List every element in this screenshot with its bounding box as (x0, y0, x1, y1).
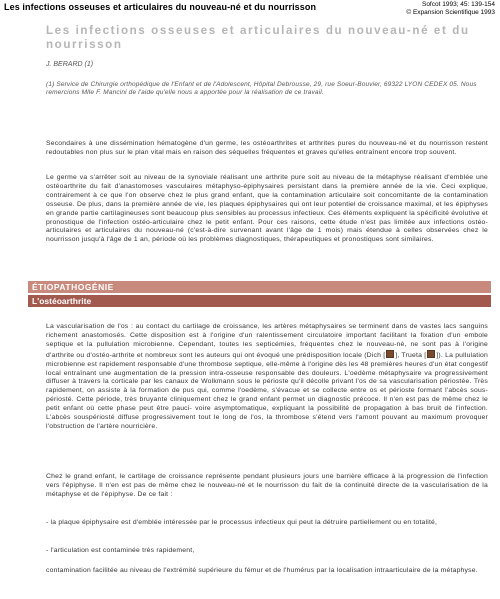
intro-paragraph: Le germe va s'arrêter soit au niveau de la synoviale réalisant une arthrite pure soit au niveau de la métaphyse réalisant d'emblée une ostéoarthrite du fait d'anastomoses vasculaires métaphyso-épiphysaires persistant dans la première année de la vie. Ceci explique, contrairement à ce que l'on observe chez le plus grand enfant, que la contamination articulaire soit concomitante de la contamination osseuse. De plus, dans la première année de vie, les plaques épiphysaires qui ont leur potentiel de croissance maximal, et les épiphyses en grande partie cartilagineuses sont beaucoup plus sensibles au processus infectieux. Ces éléments expliquent la spécificité évolutive et pronostique de l'infection ostéo-articulaire chez le petit enfant. Pour ces raisons, cette étude n'est pas limitée aux infections ostéo-articulaires et articulaires du nouveau-né (c'est-à-dire survenant avant l'âge de 1 mois) mais étendue à celles observées chez le nourrisson jusqu'à l'âge de 1 an, période où les problèmes diagnostiques, thérapeutiques et pronostiques sont similaires. (46, 174, 488, 244)
contamination-paragraph: contamination facilitée au niveau de l'extrémité supérieure du fémur et de l'humérus par la localisation intraarticulaire de la métaphyse. (46, 567, 478, 574)
section-heading: ÉTIOPATHOGÉNIE (28, 281, 491, 293)
journal-citation: Sofcot 1993; 45: 139-154 (421, 1, 495, 8)
grand-enfant-paragraph: Chez le grand enfant, le cartilage de croissance représente pendant plusieurs jours une barrière efficace à la progression de l'infection vers l'épiphyse. Il n'en est pas de même chez le nouveau-né et le nourrisson du fait de la continuité directe de la vascularisation de la métaphyse et de l'épiphyse. De ce fait : (46, 473, 488, 498)
list-item: - la plaque épiphysaire est d'emblée intéressée par le processus infectieux qui peut la détruire partiellement ou en totalité, (46, 519, 438, 526)
article-title: Les infections osseuses et articulaires du nouveau-né et du nourrisson (46, 24, 470, 51)
list-item: - l'articulation est contaminée très rapidement, (46, 547, 195, 554)
reference-icon-trueta[interactable] (427, 350, 435, 358)
vasc-text-part2: ], Trueta [ (395, 351, 427, 359)
journal-meta (375, 1, 495, 17)
affiliation: (1) Service de Chirurgie orthopédique de l'Enfant et de l'Adolescent, Hôpital Debrousse, 29, rue Soeur-Bouvier, 69322 LYON CEDEX 05. Nous remercions Mlle F. Mancini de l'aide qu'elle nous a apportée pour la réalisation de ce travail. (46, 81, 477, 97)
vasc-text-part3: ]). La pullulation microbienne est rapidement responsable d'une thrombose septique, elle-même à l'origine dès les 48 premières heures d'un état congestif local entraînant une augmentation de la pression intra-osseuse responsable des douleurs. L'oedème métaphysaire va progressivement diffuser à travers la corticale par les canaux de Wolkmann sous le périoste qu'il décolle privant l'os de sa vascularisation périostée. Très rapidement, on assiste à la formation de pus qui, comme l'oedème, s'évacue et se collecte entre os et périoste formant l'abcès sous-périosté. Cette période, très bruyante cliniquement chez le grand enfant permet un diagnostic précoce. Il n'en est pas de même chez le petit enfant où cette phase peut être pauci- voire asymptomatique, expliquant la possibilité de propagation à bas bruit de l'infection. L'abcès souspériosté diffuse progressivement tout le long de l'os, la thrombose s'étend vers l'amont pouvant au maximum provoquer l'obstruction de l'artère nourricière. (46, 351, 488, 430)
vasc-text-part1: La vascularisation de l'os : au contact du cartilage de croissance, les artères métaphysaires se terminent dans de vastes lacs sanguins richement anastomosés. Cette disposition est à l'origine d'un ralentissement circulatoire important facilitant la fixation d'un embole septique et la pullulation microbienne. Cependant, toutes les septicémies, fréquentes chez le nouveau-né, ne sont pas à l'origine d'arthrite ou d'ostéo-arthrite et nombreux sont les auteurs qui ont évoqué une prédisposition locale (Dich [ (46, 323, 488, 359)
reference-icon-dich[interactable] (386, 350, 394, 358)
author: J. BERARD (1) (46, 61, 94, 68)
abstract-paragraph: Secondaires à une dissémination hématogène d'un germe, les ostéoarthrites et arthrites pures du nouveau-né et du nourrisson restent redoutables non plus sur le plan vital mais en raison des séquelles fréquentes et graves qu'elles entraînent encore trop souvent. (46, 140, 488, 156)
vascularisation-paragraph (46, 323, 488, 432)
copyright-notice: © Expansion Scientifique 1993 (406, 9, 495, 16)
subsection-heading: L'ostéoarthrite (28, 295, 491, 307)
running-header-title: Les infections osseuses et articulaires du nouveau-né et du nourrisson (4, 2, 317, 12)
